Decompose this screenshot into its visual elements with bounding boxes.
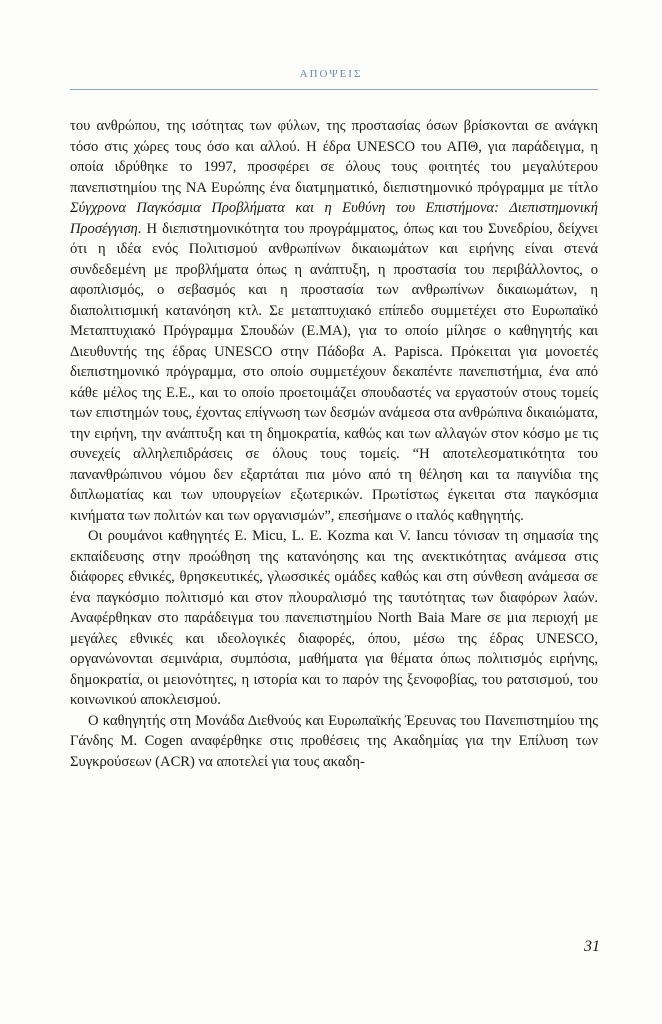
paragraph-1-text-cont: . Η διεπιστημονικότητα του προγράμματος, όπως και του Συνεδρίου, δείχνει ότι η ιδέα ενός Πολιτισμού ανθρωπίνων δικαιωμάτων και ειρήνης είναι στενά συνδεδεμένη με προβλήματα όπως η ανάπτυξη, η προστασία του περιβάλλοντος, ο αφοπλισμός, ο σεβασμός και η προστασία των ανθρωπίνων δικαιωμάτων, η διαπολιτισμική κατανόηση κτλ. Σε μεταπτυχιακό επίπεδο συμμετέχει στο Ευρωπαϊκό Μεταπτυχιακό Πρόγραμμα Σπουδών (Ε.ΜΑ), για το οποίο μίλησε ο καθηγητής και Διευθυντής της έδρας UNESCO στην Πάδοβα A. Papisca. Πρόκειται για μονοετές διεπιστημονικό πρόγραμμα, στο οποίο συμμετέχουν δεκαπέντε πανεπιστήμια, ένα από κάθε μέλος της Ε.Ε., και το οποίο προετοιμάζει σπουδαστές να εργαστούν στους τομείς των επιστημών τους, έχοντας επίγνωση των δεσμών ανάμεσα στα ανθρώπινα δικαιώματα, την ειρήνη, την ανάπτυξη και τη δημοκρατία, καθώς και των αλλαγών στον κόσμο με τις συνεχείς αλληλεπιδράσεις σε όλους τους τομείς. “Η αποτελεσματικότητα του πανανθρώπινου νόμου δεν εξαρτάται πια μόνο από τη θέληση και τα παιγνίδια της διπλωματίας και των υπουργείων εξωτερικών. Πρωτίστως έγκειται στα παγκόσμια κινήματα των πολιτών και των οργανισμών”, επεσήμανε ο ιταλός καθηγητής. xyxy=(70,220,598,524)
body-text xyxy=(70,116,598,772)
running-header: ΑΠΟΨΕΙΣ xyxy=(299,68,363,80)
paragraph-1-text: του ανθρώπου, της ισότητας των φύλων, της προστασίας όσων βρίσκονται σε ανάγκη τόσο στις χώρες τους όσο και αλλού. Η έδρα UNESCO του ΑΠΘ, για παράδειγμα, η οποία ιδρύθηκε το 1997, προσφέρει σε όλους τους φοιτητές του μεγαλύτερου πανεπιστημίου της ΝΑ Ευρώπης ένα διατμηματικό, διεπιστημονικό πρόγραμμα με τίτλο xyxy=(70,118,598,196)
paragraph-3: Ο καθηγητής στη Μονάδα Διεθνούς και Ευρωπαϊκής Έρευνας του Πανεπιστημίου της Γάνδης M. Cogen αναφέρθηκε στις προθέσεις της Ακαδημίας για την Επίλυση των Συγκρούσεων (ACR) να αποτελεί για τους ακαδη- xyxy=(70,712,598,770)
program-title-italic: Σύγχρονα Παγκόσμια Προβλήματα και η Ευθύνη του Επιστήμονα: Διεπιστημονική Προσέγγιση xyxy=(70,200,598,237)
header-rule xyxy=(70,89,598,90)
paragraph-2: Οι ρουμάνοι καθηγητές E. Micu, L. E. Kozma και V. Iancu τόνισαν τη σημασία της εκπαίδευσης στην προώθηση της κατανόησης και της ανεκτικότητας ανάμεσα στις διάφορες εθνικές, θρησκευτικές, γλωσσικές ομάδες καθώς και στη σύνθεση ανάμεσα σε ένα παγκόσμιο πολιτισμό και στον πλουραλισμό της ταυτότητας των διαφόρων λαών. Αναφέρθηκαν στο παράδειγμα του πανεπιστημίου North Baia Mare σε μια περιοχή με μεγάλες εθνικές και ιδεολογικές διαφορές, όπου, μέσω της έδρας UNESCO, οργανώνονται σεμινάρια, συμπόσια, μαθήματα για θέματα όπως πολιτισμός ειρήνης, δημοκρατία, οι μειονότητες, η ιστορία και το παρόν της ξενοφοβίας, του ρατσισμού, του κοινωνικού αποκλεισμού. xyxy=(70,528,598,708)
paragraph-1 xyxy=(70,116,598,526)
page-number: 31 xyxy=(584,938,600,955)
